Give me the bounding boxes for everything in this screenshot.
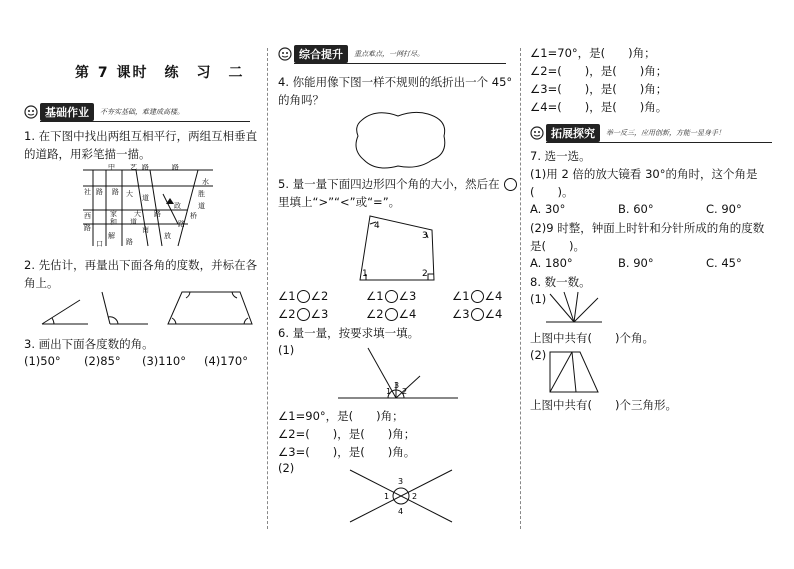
question-6-line1: 6. 量一量，按要求填一填。 (278, 326, 420, 340)
question-2-line2: 角上。 (24, 276, 59, 290)
mascot-icon (276, 46, 294, 62)
trapezoid-figure (542, 350, 602, 394)
banner-motto: 举一反三，应用创新，方能一显身手！ (606, 129, 725, 137)
map-label: 艺 (130, 164, 137, 171)
question-7-p2-line1: (2)9 时整，钟面上时针和分针所成的角的度数 (530, 221, 765, 235)
mascot-icon (528, 125, 546, 141)
map-label: 社 (84, 188, 91, 196)
compare-circle[interactable] (385, 290, 398, 303)
map-label: 政 (174, 202, 181, 210)
angles-figure (40, 290, 260, 334)
compare-row-2c: ∠3 ∠4 (452, 307, 503, 321)
question-5-line1: 5. 量一量下面四边形四个角的大小，然后在 (278, 177, 500, 191)
map-label: 大 (126, 190, 133, 198)
map-label: 道 (130, 218, 137, 226)
angle-label: 4 (398, 507, 404, 516)
question-8-part1: (1) (530, 292, 547, 306)
map-label: 大 (134, 210, 141, 218)
question-4-line2: 的角吗？ (278, 93, 324, 107)
option-c[interactable]: C. 90° (706, 202, 742, 216)
mascot-icon (22, 104, 40, 120)
fill-line-3: ∠3=( )，是( )角。 (278, 445, 416, 459)
banner-basic-homework (22, 104, 250, 120)
banner-motto: 重点难点，一网打尽。 (354, 50, 424, 58)
banner-extension (528, 125, 772, 141)
question-3-item-4: (4)170° (204, 354, 248, 368)
quad-vertex-label: 3 (422, 231, 428, 241)
banner-label: 基础作业 (40, 103, 94, 121)
map-label: 中 (108, 164, 115, 171)
fill-line-1: ∠1=90°，是( )角； (278, 409, 404, 423)
map-label: 路 (172, 164, 179, 171)
angle-label: 1 (386, 387, 392, 396)
question-2-line1: 2. 先估计，再量出下面各角的度数，并标在各 (24, 258, 258, 272)
map-label: 道 (198, 202, 205, 210)
option-c[interactable]: C. 45° (706, 256, 742, 270)
question-3-line1: 3. 画出下面各度数的角。 (24, 337, 154, 351)
page-title: 第 7 课时 练 习 二 (75, 65, 245, 81)
map-label: 胜 (198, 190, 205, 198)
question-8-answer-2: 上图中共有( )个三角形。 (530, 398, 677, 412)
question-4-line1: 4. 你能用像下图一样不规则的纸折出一个 45° (278, 75, 513, 89)
question-3-item-2: (2)85° (84, 354, 121, 368)
road-map-figure (78, 164, 218, 250)
map-label: 和 (110, 218, 117, 226)
angle-label: 2 (412, 492, 418, 501)
angle-label: 1 (384, 492, 390, 501)
angle-figure-6b (346, 466, 456, 526)
map-label: 路 (154, 210, 161, 218)
question-6-part1: (1) (278, 343, 295, 357)
question-6-part2: (2) (278, 461, 295, 475)
map-label: 道 (142, 194, 149, 202)
question-7-p1-line2: ( )。 (530, 185, 574, 199)
compare-circle[interactable] (471, 308, 484, 321)
map-label: 路 (142, 164, 149, 171)
rays-figure (544, 290, 604, 326)
cont-line-3: ∠3=( )，是( )角； (530, 82, 668, 96)
banner-comprehensive (276, 46, 506, 62)
question-8-answer-1: 上图中共有( )个角。 (530, 331, 654, 345)
question-8-part2: (2) (530, 348, 547, 362)
compare-row-2: ∠2 ∠3 (278, 307, 329, 321)
question-3-item-3: (3)110° (142, 354, 186, 368)
column-divider-right (520, 48, 521, 529)
quad-vertex-label: 2 (422, 269, 428, 279)
compare-circle[interactable] (297, 308, 310, 321)
cont-line-4: ∠4=( )，是( )角。 (530, 100, 668, 114)
banner-label: 拓展探究 (546, 124, 600, 142)
column-divider-left (267, 48, 268, 529)
question-7-title: 7. 选一选。 (530, 149, 591, 163)
question-7-p1-line1: (1)用 2 倍的放大镜看 30°的角时，这个角是 (530, 167, 758, 181)
quad-vertex-label: 4 (374, 221, 380, 231)
compare-row-1c: ∠1 ∠4 (452, 289, 503, 303)
option-b[interactable]: B. 60° (618, 202, 654, 216)
map-label: 放 (164, 232, 171, 240)
answer-circle[interactable] (503, 177, 518, 191)
angle-figure-6a (338, 346, 458, 406)
question-5-line2: 里填上“>”“<”或“=”。 (278, 195, 401, 209)
compare-row-1b: ∠1 ∠3 (366, 289, 417, 303)
angle-label: 2 (402, 387, 408, 396)
fill-line-2: ∠2=( )，是( )角； (278, 427, 416, 441)
map-label: 解 (108, 232, 115, 240)
map-label: 路 (96, 188, 103, 196)
option-a[interactable]: A. 30° (530, 202, 566, 216)
option-a[interactable]: A. 180° (530, 256, 573, 270)
compare-row-1: ∠1 ∠2 (278, 289, 329, 303)
angle-label: 3 (398, 477, 404, 486)
compare-circle[interactable] (297, 290, 310, 303)
quad-vertex-label: 1 (362, 269, 368, 279)
quadrilateral-figure (350, 210, 442, 286)
map-label: 路 (126, 238, 133, 246)
map-label: 南 (142, 226, 149, 234)
question-7-p2-line2: 是( )。 (530, 239, 585, 253)
banner-motto: 不夯实基础，难建成高楼。 (100, 108, 184, 116)
map-label: 水 (202, 178, 209, 186)
cont-line-2: ∠2=( )，是( )角； (530, 64, 668, 78)
compare-row-2b: ∠2 ∠4 (366, 307, 417, 321)
question-1-line2: 的道路，用彩笔描一描。 (24, 147, 151, 161)
irregular-paper-figure (348, 106, 458, 174)
cont-line-1: ∠1=70°，是( )角； (530, 46, 656, 60)
question-1-line1: 1. 在下图中找出两组互相平行，两组互相垂直 (24, 129, 258, 143)
map-label: 家 (110, 210, 117, 218)
map-label: 西 (84, 212, 91, 220)
map-label: 路 (178, 220, 185, 228)
angle-label: 3 (394, 381, 400, 390)
map-label: 路 (84, 224, 91, 232)
map-label: 口 (96, 240, 103, 248)
question-8-title: 8. 数一数。 (530, 275, 591, 289)
question-3-item-1: (1)50° (24, 354, 61, 368)
banner-label: 综合提升 (294, 45, 348, 63)
map-label: 桥 (190, 212, 197, 220)
compare-circle[interactable] (471, 290, 484, 303)
option-b[interactable]: B. 90° (618, 256, 654, 270)
map-label: 路 (112, 188, 119, 196)
compare-circle[interactable] (385, 308, 398, 321)
